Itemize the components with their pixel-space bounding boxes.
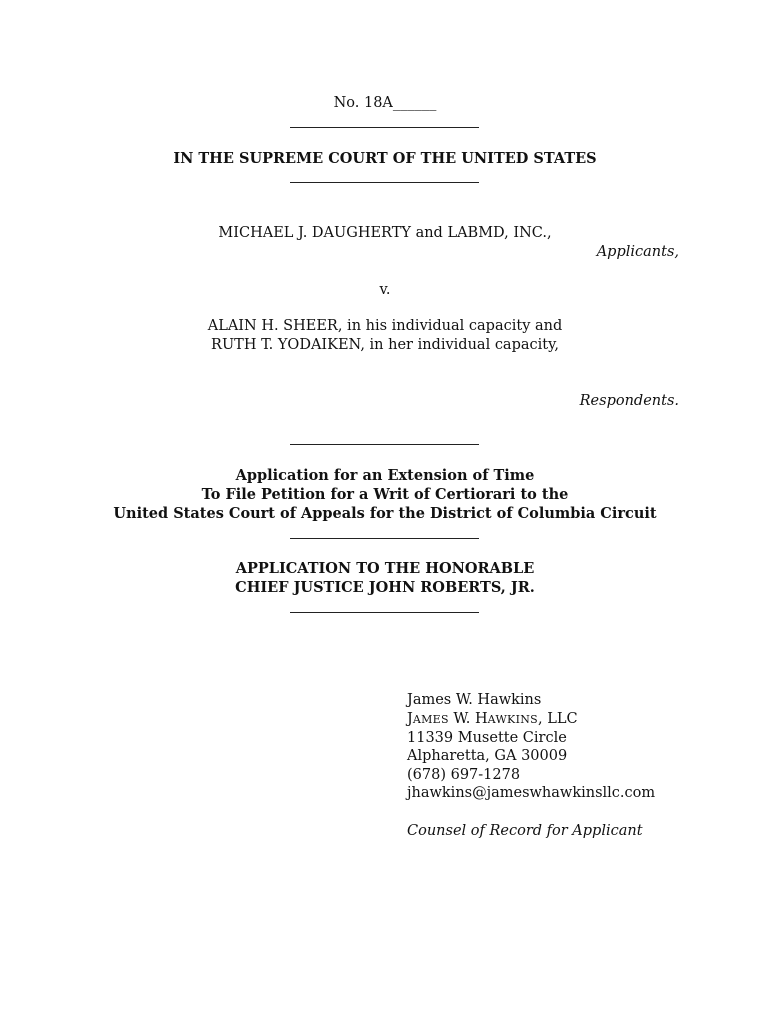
title-line-3: United States Court of Appeals for the District of Columbia Circuit (113, 505, 657, 522)
counsel-name: James W. Hawkins (407, 692, 542, 708)
addressee-line-2: CHIEF JUSTICE JOHN ROBERTS, JR. (235, 579, 535, 596)
respondents-line-2: RUTH T. YODAIKEN, in her individual capacity, (211, 337, 559, 353)
counsel-phone: (678) 697-1278 (407, 767, 521, 783)
counsel-role: Counsel of Record for Applicant (407, 823, 643, 839)
divider-rule (290, 182, 479, 183)
versus-label: v. (379, 282, 391, 298)
counsel-email: jhawkins@jameswhawkinsllc.com (407, 785, 656, 801)
counsel-street: 11339 Musette Circle (407, 730, 567, 746)
title-line-1: Application for an Extension of Time (235, 467, 535, 484)
divider-rule (290, 127, 479, 128)
applicants-role: Applicants, (596, 244, 679, 260)
addressee-line-1: APPLICATION TO THE HONORABLE (235, 560, 535, 577)
court-heading: IN THE SUPREME COURT OF THE UNITED STATES (173, 150, 597, 167)
respondents-role: Respondents. (579, 393, 679, 409)
counsel-city: Alpharetta, GA 30009 (407, 748, 568, 764)
divider-rule (290, 538, 479, 539)
docket-number: No. 18A______ (333, 95, 437, 111)
divider-rule (290, 612, 479, 613)
counsel-firm: JAMES W. HAWKINS, LLC (407, 711, 578, 727)
respondents-line-1: ALAIN H. SHEER, in his individual capacity and (207, 318, 563, 334)
applicants-names: MICHAEL J. DAUGHERTY and LABMD, INC., (218, 225, 552, 241)
divider-rule (290, 444, 479, 445)
title-line-2: To File Petition for a Writ of Certiorari to the (201, 486, 569, 503)
